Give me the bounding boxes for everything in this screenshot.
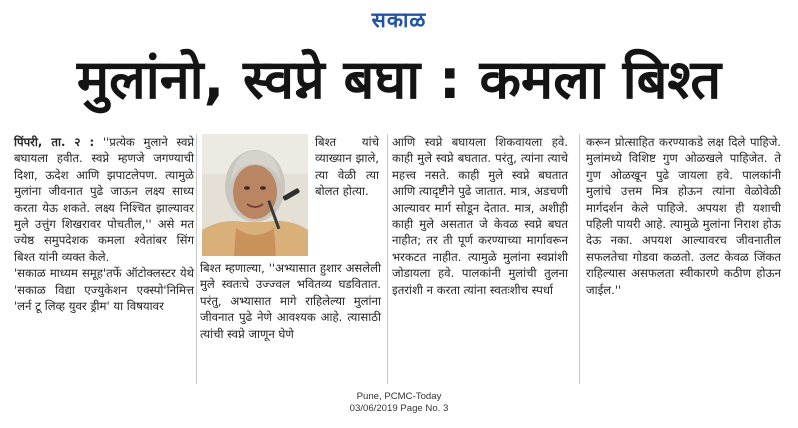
column-divider <box>196 134 197 384</box>
footer-date-page: 03/06/2019 Page No. 3 <box>349 402 449 414</box>
article-column-2-top: बिश्त यांचे व्याख्यान झाले, त्या वेळी त्या बोलत होत्या. <box>315 135 379 199</box>
article-headline: मुलांनो, स्वप्ने बघा : कमला बिश्त <box>76 48 722 111</box>
column-divider <box>387 134 388 384</box>
portrait-image <box>202 134 308 256</box>
newspaper-masthead: सकाळ <box>371 8 427 32</box>
dateline: पिंपरी, ता. २ : <box>14 135 95 149</box>
speaker-photo <box>202 134 308 256</box>
column-divider <box>579 134 580 384</box>
page-footer <box>0 391 798 414</box>
footer-edition: Pune, PCMC-Today <box>356 391 442 402</box>
article-paragraph <box>14 134 194 265</box>
article-column-3: आणि स्वप्ने बघायला शिकवायला हवे. काही मुले स्वप्ने बघतात. परंतु, त्यांना त्याचे महत्त्व नसते. काही मुले स्वप्ने बघतात आणि त्यादृष्टीने पुढे जातात. मात्र, अडचणी आल्यावर मार्ग सोडून देतात. मात्र, अशीही काही मुले असतात जे केवळ स्वप्ने बघत नाहीत; तर ती पूर्ण करण्याच्या मार्गावरून भरकटत नाहीत. त्यामुळे मुलांना स्वप्नांशी जोडायला हवे. पालकांनी मुलांची तुलना इतरांशी न करता त्यांना स्वतःशीच स्पर्धा <box>392 135 568 297</box>
article-column-2-bottom: बिश्त म्हणाल्या, ''अभ्यासात हुशार असलेली मुले स्वतःचे उज्ज्वल भवितव्य घडवितात. परंतु, अभ्यासात मागे राहिलेल्या मुलांना जीवनात पुढे नेणे आवश्यक आहे. त्यासाठी त्यांची स्वप्ने जाणून घेणे <box>200 261 381 341</box>
article-column-1 <box>14 134 194 314</box>
article-paragraph: 'सकाळ माध्यम समूह'तर्फे ऑटोक्लस्टर येथे 'सकाळ विद्या एज्युकेशन एक्स्पो'निमित्त 'लर्न टू लिव्ह युवर ड्रीम' या विषयावर <box>14 266 194 314</box>
paragraph-text: ''प्रत्येक मुलाने स्वप्ने बघायला हवीत. स्वप्ने म्हणजे जगण्याची दिशा, ऊदेश आणि झपाटलेपण. त्यामुळे मुलांना जीवनात पुढे जाऊन लक्ष्य साध्य करता येऊ शकते. लक्ष्य निश्चित झाल्यावर मुले उत्तुंग शिखरावर पोचतील,'' असे मत ज्येष्ठ समुपदेशक कमला श्वेतांबर सिंग बिश्त यांनी व्यक्त केले. <box>14 135 194 264</box>
article-column-4: करून प्रोत्साहित करण्याकडे लक्ष दिले पाहिजे. मुलांमध्ये विशिष्ट गुण ओळखले पाहिजेत. ते गुण ओळखून पुढे जायला हवे. पालकांनी मुलांचे उत्तम मित्र होऊन त्यांना वेळोवेळी मार्गदर्शन केले पाहिजे. अपयश ही यशाची पहिली पायरी आहे. त्यामुळे मुलांना निराश होऊ देऊ नका. अपयश आल्यावरच जीवनातील सफलतेचा गोडवा कळतो. उलट केवळ जिंकत राहिल्यास असफलता स्वीकारणे कठीण होऊन जाईल.'' <box>586 135 781 297</box>
